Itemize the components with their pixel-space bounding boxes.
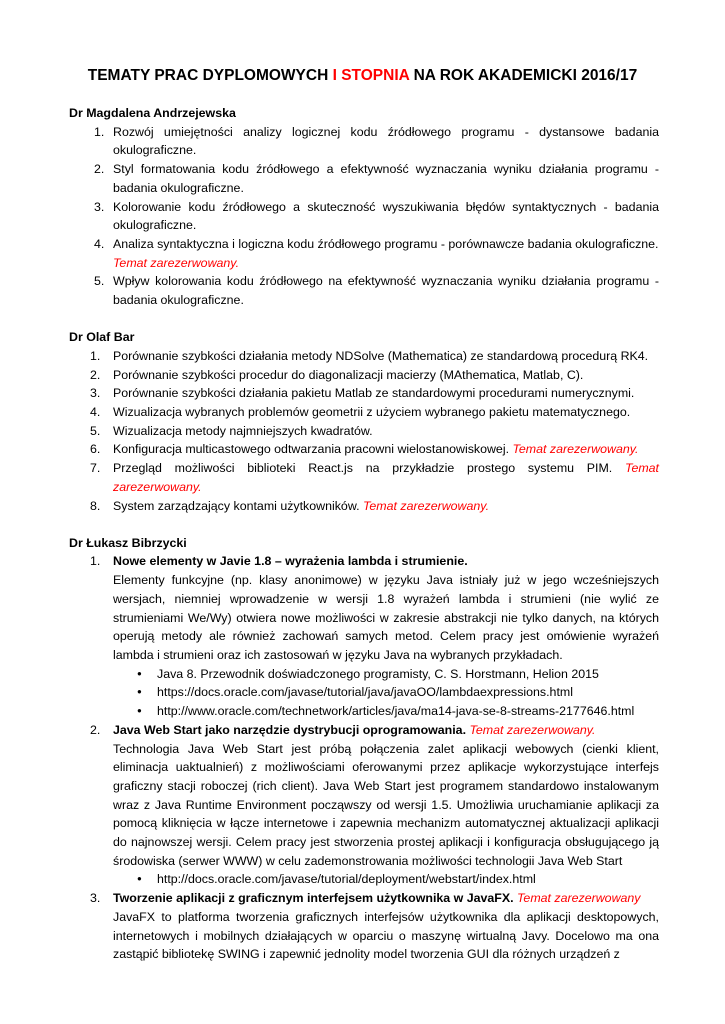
topic-item: 4. Wizualizacja wybranych problemów geometrii z użyciem wybranego pakietu matematycznego.	[90, 405, 631, 420]
topic-description: Elementy funkcyjne (np. klasy anonimowe) w języku Java istniały już w jego wcześniejszych wersjach, niemniej wprowadzenie w wersji 1.8 wyrażeń lambda i strumieni (nie wylić ze strumieniami We/Wy) otwiera nowe możliwości w zakresie abstrakcji nie tylko danych, na których operują metody ale również zachowań samych metod. Celem pracy jest omówienie wyrażeń lambda i strumieni oraz ich zastosowań w języku Java na wybranych przykładach.	[113, 573, 659, 662]
reference-item: ● Java 8. Przewodnik doświadczonego programisty, C. S. Horstmann, Helion 2015	[69, 665, 659, 684]
topic-item: 1. Porównanie szybkości działania metody NDSolve (Mathematica) ze standardową procedurą RK4.	[90, 348, 649, 363]
reserved-label: Temat zarezerwowany.	[113, 255, 240, 270]
page-title	[0, 67, 725, 85]
reserved-label: Temat zarezerwowany	[517, 891, 641, 906]
supervisor-name: Dr Olaf Bar	[69, 330, 135, 345]
topic-list	[69, 721, 659, 871]
topic-item: 5. Wpływ kolorowania kodu źródłowego na efektywność wyznaczania wyniku działania programu - badania okulograficzne.	[94, 274, 659, 308]
topic-item: 8. System zarządzający kontami użytkowników. Temat zarezerwowany.	[90, 498, 490, 513]
topic-item: 4. Analiza syntaktyczna i logiczna kodu źródłowego programu - porównawcze badania okulograficzne. Temat zarezerwowany.	[94, 236, 659, 270]
topic-item: 3. Kolorowanie kodu źródłowego a skuteczność wyszukiwania błędów syntaktycznych - badania okulograficzne.	[94, 199, 659, 233]
reserved-label: Temat zarezerwowany.	[469, 722, 596, 737]
topic-item: 3. Tworzenie aplikacji z graficznym interfejsem użytkownika w JavaFX. Temat zarezerwowany JavaFX to platforma tworzenia graficznych interfejsów użytkownika dla aplikacji desktopowych, internetowych i mobilnych działających w oparciu o maszynę wirtualną Javy. Docelowo ma ona zastąpić bibliotekę SWING i zapewnić jednolity model tworzenia GUI dla różnych urządzeń z	[69, 889, 659, 964]
topic-item: 2. Java Web Start jako narzędzie dystrybucji oprogramowania. Temat zarezerwowany. Technologia Java Web Start jest próbą połączenia zalet aplikacji webowych (cienki klient, eliminacja uaktualnień) z możliwościami oferowanymi przez aplikacje wykorzystujące interfejs graficzny stacji roboczej (rich client). Java Web Start jest programem standardowo instalowanym wraz z Java Runtime Environment począwszy od wersji 1.5. Umożliwia uruchamianie aplikacji za pomocą kliknięcia w łącze internetowe i zapewnia mechanizm automatycznej aktualizacji aplikacji do najnowszej wersji. Celem pracy jest stworzenia prostej aplikacji i konfiguracja obsługującego ją środowiska (serwer WWW) w celu zademonstrowania możliwości technologii Java Web Start	[69, 721, 659, 871]
reference-list	[69, 870, 659, 889]
topic-title: Nowe elementy w Javie 1.8 – wyrażenia lambda i strumienie.	[113, 554, 468, 569]
reference-item: ● http://docs.oracle.com/javase/tutorial/deployment/webstart/index.html	[69, 870, 659, 889]
topic-item: 6. Konfiguracja multicastowego odtwarzania pracowni wielostanowiskowej. Temat zarezerwowany.	[90, 442, 639, 457]
title-highlight: I STOPNIA	[332, 67, 410, 84]
reserved-label: Temat zarezerwowany.	[113, 461, 659, 494]
topic-description: Technologia Java Web Start jest próbą połączenia zalet aplikacji webowych (cienki klient, eliminacja uaktualnień) z możliwościami oferowanymi przez aplikacje wykorzystujące interfejs graficzny stacji roboczej (rich client). Java Web Start jest programem standardowo instalowanym wraz z Java Runtime Environment począwszy od wersji 1.5. Umożliwia uruchamianie aplikacji za pomocą kliknięcia w łącze internetowe i zapewnia mechanizm automatycznej aktualizacji aplikacji do najnowszej wersji. Celem pracy jest stworzenia prostej aplikacji i konfiguracja obsługującego ją środowiska (serwer WWW) w celu zademonstrowania możliwości technologii Java Web Start	[113, 741, 659, 868]
topic-list	[69, 347, 659, 515]
topic-item: 1. Nowe elementy w Javie 1.8 – wyrażenia lambda i strumienie. Elementy funkcyjne (np. klasy anonimowe) w języku Java istniały już w jego wcześniejszych wersjach, niemniej wprowadzenie w wersji 1.8 wyrażeń lambda i strumieni (nie wylić ze strumieniami We/Wy) otwiera nowe możliwości w zakresie abstrakcji nie tylko danych, na których operują metody ale również zachowań samych metod. Celem pracy jest omówienie wyrażeń lambda i strumieni oraz ich zastosowań w języku Java na wybranych przykładach.	[69, 552, 659, 664]
reference-item: ● http://www.oracle.com/technetwork/articles/java/ma14-java-se-8-streams-2177646.html	[69, 702, 659, 721]
topic-item: 3. Porównanie szybkości działania pakietu Matlab ze standardowymi procedurami numerycznymi.	[90, 386, 635, 401]
title-prefix: TEMATY PRAC DYPLOMOWYCH	[87, 67, 333, 84]
topic-title: Java Web Start jako narzędzie dystrybucji oprogramowania.	[113, 722, 467, 737]
supervisor-name: Dr Łukasz Bibrzycki	[69, 535, 187, 550]
topic-item: 2. Porównanie szybkości procedur do diagonalizacji macierzy (MAthematica, Matlab, C).	[90, 367, 584, 382]
reference-list	[69, 665, 659, 721]
reserved-label: Temat zarezerwowany.	[512, 442, 639, 457]
title-suffix: NA ROK AKADEMICKI 2016/17	[409, 67, 638, 84]
topic-item: 5. Wizualizacja metody najmniejszych kwadratów.	[90, 423, 373, 438]
topic-description: JavaFX to platforma tworzenia graficznych interfejsów użytkownika dla aplikacji desktopowych, internetowych i mobilnych działających w oparciu o maszynę wirtualną Javy. Docelowo ma ona zastąpić bibliotekę SWING i zapewnić jednolity model tworzenia GUI dla różnych urządzeń z	[113, 909, 659, 962]
reference-item: ● https://docs.oracle.com/javase/tutorial/java/javaOO/lambdaexpressions.html	[69, 683, 659, 702]
topic-list	[69, 123, 659, 310]
topic-list	[69, 889, 659, 964]
topic-list	[69, 552, 659, 664]
topic-title: Tworzenie aplikacji z graficznym interfejsem użytkownika w JavaFX.	[113, 891, 514, 906]
topic-item: 7. Przegląd możliwości biblioteki React.js na przykładzie prostego systemu PIM. Temat zarezerwowany.	[90, 461, 659, 494]
topic-item: 1. Rozwój umiejętności analizy logicznej kodu źródłowego programu - dystansowe badania okulograficzne.	[94, 124, 659, 158]
topics-content	[69, 104, 659, 964]
supervisor-name: Dr Magdalena Andrzejewska	[69, 106, 236, 120]
topic-item: 2. Styl formatowania kodu źródłowego a efektywność wyznaczania wyniku działania programu - badania okulograficzne.	[94, 162, 659, 195]
reserved-label: Temat zarezerwowany.	[362, 498, 490, 513]
